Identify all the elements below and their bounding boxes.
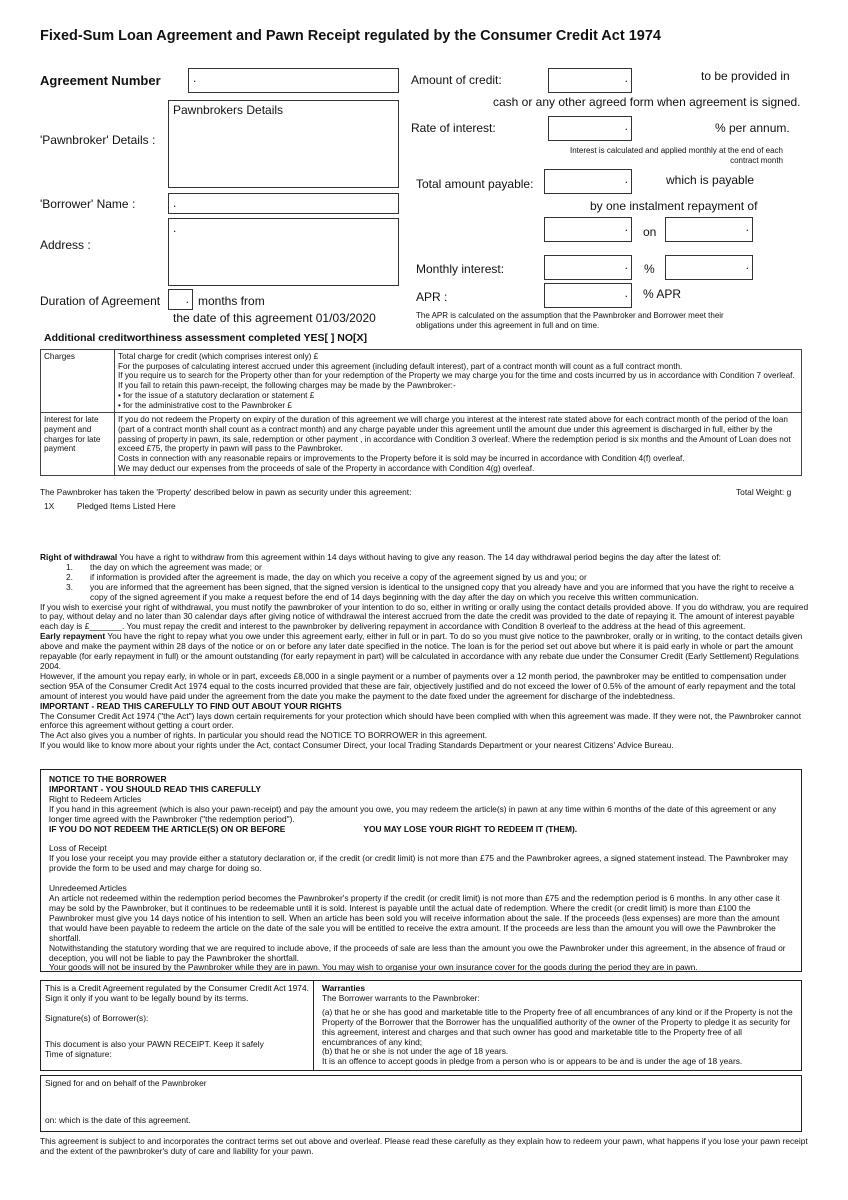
credit-agreement-text: This is a Credit Agreement regulated by the Consumer Credit Act 1974. — [45, 983, 309, 993]
apr-label: APR : — [416, 290, 448, 304]
withdrawal-heading: Right of withdrawal — [40, 552, 118, 562]
footer-text: This agreement is subject to and incorporates the contract terms set out above and overleaf. Please read these carefully as they explain how to redeem your pawn, what happens if you lose your pawn receipt and the extent of the pawnbroker's duty of care and liability for your pawn. — [40, 1136, 808, 1156]
notice-subheading: IMPORTANT - YOU SHOULD READ THIS CAREFULLY — [49, 783, 262, 794]
late-line: We may deduct our expenses from the proceeds of sale of the Property in accordance with Condition 4(g) overleaf. — [118, 463, 535, 473]
withdrawal-item: the day on which the agreement was made; or — [90, 561, 262, 572]
withdrawal-paragraph: If you wish to exercise your right of withdrawal, you must notify the pawnbroker of your intention to do so, either in writing or orally using the contact details provided above. If you do withdraw, you are required to pay, without delay and no later than 30 calendar days after giving notice of withdrawal the interest accrued from the date the credit was provided to the date of repaying it. The amount of interest payable each day is £_______. You must repay the credit and interest to the pawnbroker by delivering repayment in accordance with Condition 8 overleaf to the address at the head of this agreement. — [40, 601, 809, 632]
charges-line: • for the administrative cost to the Pawnbroker £ — [118, 400, 292, 410]
loss-heading: Loss of Receipt — [49, 843, 107, 854]
signature-date-label: on: which is the date of this agreement. — [45, 1115, 191, 1126]
borrower-label: 'Borrower' Name : — [40, 197, 136, 211]
monthly-interest-label: Monthly interest: — [416, 262, 505, 276]
agreement-number-field[interactable]: . — [188, 68, 399, 93]
charges-line: Total charge for credit (which comprises interest only) £ — [118, 352, 319, 361]
loss-text: If you lose your receipt you may provide either a statutory declaration or, if the credit (or credit limit) is not more than £75 and the Pawnbroker agrees, a signed statement instead. The Pawnbroker may provide the form to be used and may charge for doing so. — [49, 853, 789, 874]
important-text: The Act also gives you a number of rights. In particular you should read the NOTICE TO BORROWER in this agreement. — [40, 730, 488, 741]
pawnbroker-signature-box[interactable] — [40, 1075, 802, 1132]
total-payable-label: Total amount payable: — [416, 177, 534, 191]
unredeemed-heading: Unredeemed Articles — [49, 883, 127, 894]
withdrawal-item-number: 1. — [66, 561, 73, 572]
early-repayment-heading: Early repayment — [40, 631, 106, 642]
pct-apr-label: % APR — [643, 287, 682, 301]
borrower-signatures-label: Signature(s) of Borrower(s): — [45, 1012, 149, 1023]
time-of-signature-label: Time of signature: — [45, 1048, 112, 1059]
charges-header: Charges — [41, 350, 115, 413]
pledged-items: Pledged Items Listed Here — [77, 501, 176, 511]
warranties-box — [318, 981, 801, 1070]
offence-text: It is an offence to accept goods in pledge from a person who is or appears to be and is under the age of 18 years. — [322, 1056, 743, 1067]
monthly-interest-field[interactable]: . — [544, 255, 632, 280]
pawn-receipt-text: This document is also your PAWN RECEIPT. Keep it safely — [45, 1038, 264, 1049]
charges-line: • for the issue of a statutory declaration or statement £ — [118, 390, 315, 400]
redeem-text: If you hand in this agreement (which is also your pawn-receipt) and pay the amount you owe, you may redeem the article(s) in pawn at any time within 6 months of the date of this agreement or any longer time agreed with the Pawnbroker ("the redemption period"). — [49, 803, 777, 824]
redeem-heading: Right to Redeem Articles — [49, 793, 142, 804]
total-weight: Total Weight: g — [736, 487, 792, 497]
borrower-name-field[interactable]: . — [168, 193, 399, 214]
property-taken-text: The Pawnbroker has taken the 'Property' described below in pawn as security under this agreement: — [40, 487, 412, 497]
per-annum-text: % per annum. — [715, 121, 790, 135]
withdrawal-item: you are informed that the agreement has been signed, that the signed version is identical to the unsigned copy that you already have and you are informed that you have the right to receive a copy of the signed agreement if you make a request before the end of 14 days beginning with the day after the day on which you receive this written communication. — [90, 581, 794, 602]
duration-field[interactable]: . — [168, 289, 193, 310]
warranties-intro: The Borrower warrants to the Pawnbroker: — [322, 992, 480, 1003]
important-heading: IMPORTANT - READ THIS CAREFULLY TO FIND OUT ABOUT YOUR RIGHTS — [40, 700, 342, 711]
unredeemed-text: An article not redeemed within the redemption period becomes the Pawnbroker's property if the credit (or credit limit) is not more than £75 and the redemption period is 6 months. In any other case it may be sold by the Pawnbroker, but it continues to be redeemable until it is sold. Interest is payable until the actual date of redemption. Where the credit (or credit limit) is more than £100 the Pawnbroker must give you 14 days notice of his intention to sell. When an article has been sold you will receive information about the sale. If the proceeds (less expenses) are more than the amount that would have been payable to redeem the article on the date of the sale you will be entitled to receive the extra amount. If the proceeds are less than the amount you will owe the Pawnbroker the shortfall. — [49, 893, 780, 943]
creditworthiness-assessment: Additional creditworthiness assessment completed YES[ ] NO[X] — [44, 332, 368, 344]
insurance-text: Your goods will not be insured by the Pawnbroker while they are in pawn. You may wish to organise your own insurance cover for the goods during the period they are in pawn. — [49, 962, 698, 973]
percent-label: % — [644, 262, 655, 276]
warranty-a: (a) that he or she has good and marketable title to the Property free of all encumbrances of any kind or if the Property is not the Property of the Borrower that the Borrower has the unqualified authority of the owner of the Property to pledge it as security for this agreement, interest and charges and that such owner has good and marketable title to the Property free of all encumbrances of any kind; — [322, 1006, 793, 1047]
shortfall-text: Notwithstanding the statutory wording that we are required to include above, if the proceeds of sale are less than the amount you owe the Pawnbroker under this agreement, in the absence of fraud or deception, you will not be liable to pay the Pawnbroker the shortfall. — [49, 942, 786, 963]
signature-panel — [40, 980, 802, 1071]
rate-field[interactable]: . — [548, 116, 632, 141]
charges-cell — [115, 350, 802, 413]
late-line: Costs in connection with any reasonable repairs or improvements to the Property before it is sold may be incurred in accordance with Condition 4(f) overleaf. — [118, 454, 685, 464]
pledge-quantity: 1X — [44, 501, 55, 511]
notice-heading: NOTICE TO THE BORROWER — [49, 774, 167, 784]
pawnbroker-details-field[interactable]: Pawnbrokers Details — [168, 100, 399, 188]
pawnbroker-label: 'Pawnbroker' Details : — [40, 133, 156, 147]
important-text: If you would like to know more about your rights under the Act, contact Consumer Direct, your local Trading Standards Department or your nearest Citizens' Advice Bureau. — [40, 740, 674, 751]
redeem-warning: YOU MAY LOSE YOUR RIGHT TO REDEEM IT (THEM). — [363, 823, 578, 834]
total-payable-field[interactable]: . — [544, 169, 632, 194]
agreement-date: the date of this agreement 01/03/2020 — [173, 311, 376, 325]
withdrawal-section — [40, 553, 810, 751]
repayment-field[interactable]: . — [544, 217, 632, 242]
which-payable-text: which is payable — [666, 173, 755, 187]
cash-or-other-text: cash or any other agreed form when agreement is signed. — [493, 95, 801, 109]
notice-to-borrower — [40, 769, 802, 972]
borrower-signature-box[interactable] — [41, 981, 314, 1070]
agreement-number-label: Agreement Number — [40, 73, 161, 88]
late-line: If you do not redeem the Property on expiry of the duration of this agreement we will charge you interest at the interest rate stated above for each contract month of the period of the loan (part of a contract month shall count as a contract month) and any charge payable under this agreement until the amount due under this agreement is discharged in full, either by the passing of property in pawn, its sale, redemption or other payment , in accordance with Condition 3 overleaf. Where the redemption period is six months and the Amount of Loan does not exceed £75, the property in pawn will pass to the Pawnbroker. — [118, 415, 791, 454]
charges-line: For the purposes of calculating interest accrued under this agreement (including default interest), part of a contract month will count as a full contract month. — [118, 361, 683, 371]
address-label: Address : — [40, 238, 91, 252]
charges-line: If you require us to search for the Property other than for your redemption of the Property we may charge you for the time and costs incurred by us in accordance with Condition 7 overleaf. — [118, 371, 795, 381]
compensation-paragraph: However, if the amount you repay early, in whole or in part, exceeds £8,000 in a single payment or a number of payments over a 12 month period, the pawnbroker may be entitled to compensation under section 95A of the Consumer Credit Act 1974 equal to the costs incurred provided that these are fair, objectively justified and do not exceed the lower of 0.5% of the amount of early repayment and the total amount of interest you would have paid under the agreement from the date you make the payment to the date fixed under the agreement for discharge of the indebtedness. — [40, 670, 796, 701]
amount-credit-label: Amount of credit: — [411, 73, 502, 87]
repayment-date-field[interactable]: . — [665, 217, 753, 242]
withdrawal-intro: You have a right to withdraw from this agreement within 14 days without having to give any reason. The 14 day withdrawal period begins the day after the latest of: — [117, 552, 721, 562]
months-from-label: months from — [198, 294, 265, 308]
late-payment-header: Interest for late payment and charges for late payment — [41, 413, 115, 476]
late-payment-cell — [115, 413, 802, 476]
document-title: Fixed-Sum Loan Agreement and Pawn Receipt regulated by the Consumer Credit Act 1974 — [40, 28, 661, 44]
rate-label: Rate of interest: — [411, 121, 496, 135]
apr-note: The APR is calculated on the assumption that the Pawnbroker and Borrower meet their obligations under this agreement in full and on time. — [416, 311, 724, 330]
withdrawal-item-number: 2. — [66, 571, 73, 582]
charges-table — [40, 349, 802, 476]
on-label: on — [643, 225, 657, 239]
charges-line: If you fail to retain this pawn-receipt, the following charges may be made by the Pawnbroker:- — [118, 381, 456, 391]
interest-note: Interest is calculated and applied monthly at the end of each contract month — [569, 146, 783, 165]
signed-for-label: Signed for and on behalf of the Pawnbroker — [45, 1078, 207, 1088]
to-be-provided-text: to be provided in — [701, 69, 790, 83]
important-text: The Consumer Credit Act 1974 ("the Act") lays down certain requirements for your protection which should have been complied with when this agreement was made. If they were not, the Pawnbroker cannot enforce this agreement without getting a court order. — [40, 710, 802, 731]
apr-field[interactable]: . — [544, 283, 632, 308]
withdrawal-item-number: 3. — [66, 581, 73, 592]
amount-credit-field[interactable]: . — [548, 68, 632, 93]
sign-only-text: Sign it only if you want to be legally bound by its terms. — [45, 992, 249, 1003]
address-field[interactable]: . — [168, 218, 399, 286]
warranty-b: (b) that he or she is not under the age of 18 years. — [322, 1046, 509, 1057]
warranties-heading: Warranties — [322, 983, 365, 993]
duration-label: Duration of Agreement — [40, 294, 161, 308]
withdrawal-item: if information is provided after the agreement is made, the day on which you receive a copy of the agreement signed by us and you; or — [90, 571, 587, 582]
early-repayment-text: You have the right to repay what you owe under this agreement early, either in full or in part. To do so you must give notice to the pawnbroker, orally or in writing, to the contact details given above and make the payment within 28 days of the notice or on or before any later date specified in the notice. The loan is for the period set out above but where it is paid early in whole or part the amount repayable (for early repayment in full) or the amount outstanding (for early repayment in part) will be calculated in accordance with any rebate due under the Consumer Credit (Early Settlement) Regulations 2004. — [40, 631, 803, 671]
redeem-warning: IF YOU DO NOT REDEEM THE ARTICLE(S) ON OR BEFORE — [49, 823, 286, 834]
monthly-percent-field[interactable]: . — [665, 255, 753, 280]
one-instalment-text: by one instalment repayment of — [590, 199, 758, 213]
